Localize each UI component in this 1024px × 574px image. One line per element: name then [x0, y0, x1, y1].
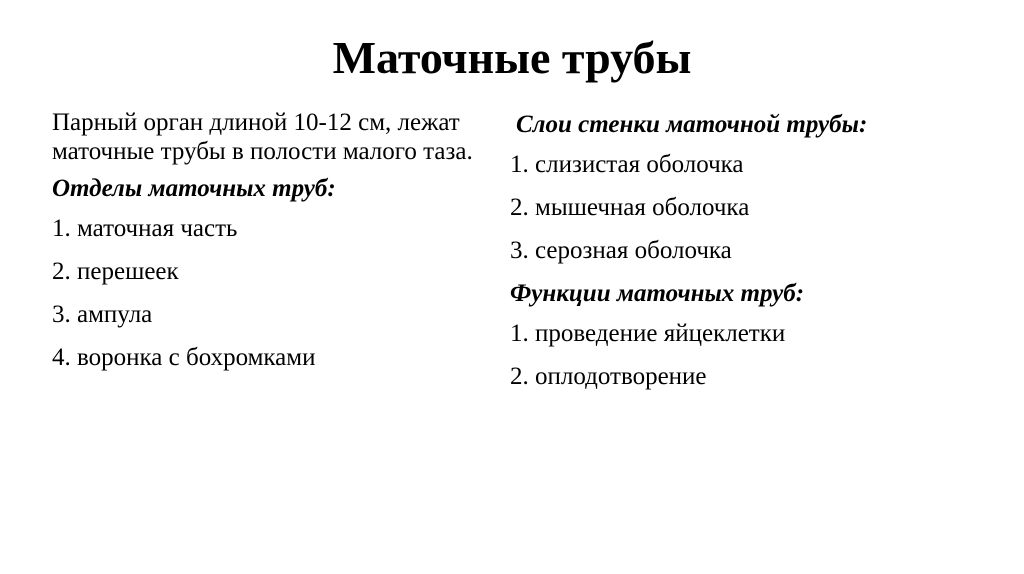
- list-item: 4. воронка с бохромками: [52, 344, 316, 371]
- list-item: 1. слизистая оболочка: [510, 151, 744, 178]
- list-item: 1. проведение яйцеклетки: [510, 320, 786, 347]
- right-column: [510, 108, 990, 405]
- sections-list: [52, 214, 492, 372]
- list-item: 1. маточная часть: [52, 215, 238, 242]
- functions-heading: Функции маточных труб:: [510, 280, 805, 307]
- list-item: 2. оплодотворение: [510, 363, 707, 390]
- list-item: 3. серозная оболочка: [510, 237, 732, 264]
- left-column: [52, 108, 492, 386]
- layers-heading: Слои стенки маточной трубы:: [516, 111, 868, 138]
- sections-heading: Отделы маточных труб:: [52, 175, 336, 202]
- slide-title: Маточные трубы: [332, 32, 692, 83]
- layers-list: [510, 150, 990, 265]
- intro-text: Парный орган длиной 10-12 см, лежат маточные трубы в полости малого таза.: [52, 109, 473, 165]
- list-item: 2. мышечная оболочка: [510, 194, 750, 221]
- list-item: 2. перешеек: [52, 258, 179, 285]
- list-item: 3. ампула: [52, 301, 153, 328]
- functions-list: [510, 319, 990, 391]
